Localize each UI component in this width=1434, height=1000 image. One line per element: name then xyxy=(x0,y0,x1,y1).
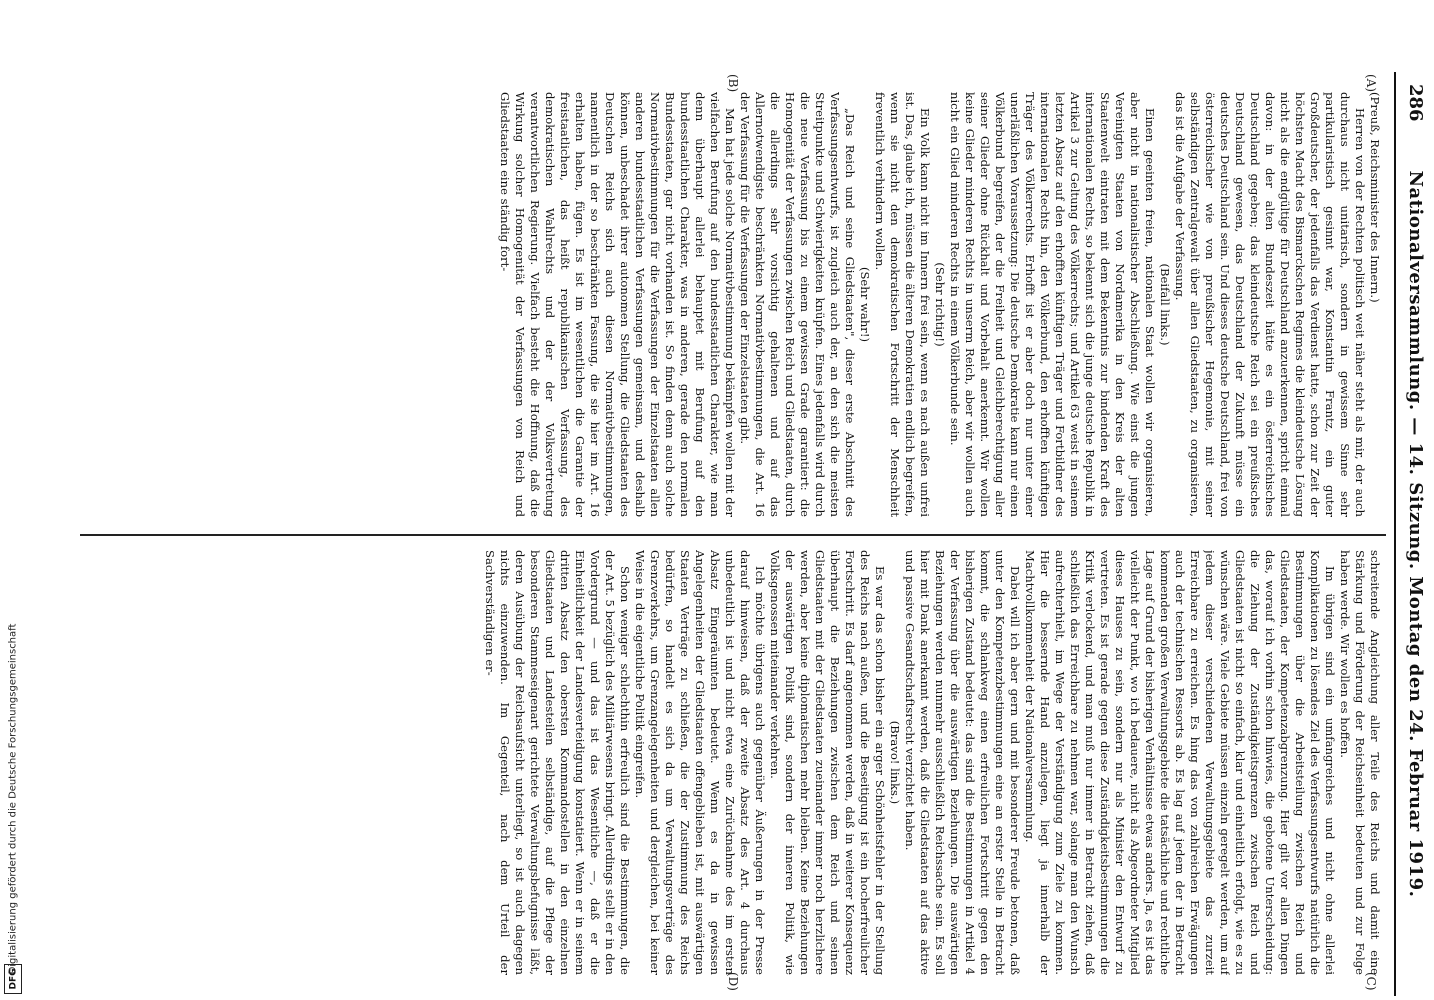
paragraph: Ein Volk kann nicht im Innern frei sein, wenn es nach außen unfrei ist. Das, glaube ich, müssen die älteren Demokratien endlich begreifen, wenn sie nicht den demokratischen Fortschritt der Menschheit freventlich verhindern wollen. xyxy=(873,92,932,517)
rotated-page xyxy=(70,72,1430,996)
remark: (Sehr richtig!) xyxy=(933,262,947,347)
paragraph: Schon weniger schlechthin erfreulich sind die Bestimmungen, die der Art. 5 bezüglich des Militärwesens bringt. Allerdings stellt er in den Vordergrund — und das ist das Wesentliche —, daß er die Einheitlichkeit der Landesverteidigung konstatiert. Wenn er in seinem dritten Absatz den obersten Kommandostellen in den einzelnen Gliedstaaten und Landesteilen selbständige, auf die Pflege der besonderen Stammeseigenart gerichtete Verwaltungsbefugnisse läßt, deren Ausübung der Reichsaufsicht unterliegt, so ist auch dagegen nichts einzuwenden. Im Gegenteil, nach dem Urteil der Sachverständigen er- xyxy=(483,550,632,975)
paragraph: Ich möchte übrigens auch gegenüber Äußerungen in der Presse darauf hinweisen, daß der zweite Absatz des Art. 4 durchaus unbedeutlich ist und nicht etwa eine Zurücknahme des im ersten Absatz Eingeräumten bedeutet. Wenn es da in gewissen Angelegenheiten der Gliedstaaten offengeblieben ist, mit auswärtigen Staaten Verträge zu schließen, die der Zustimmung des Reichs bedürfen, so handelt es sich da um Verwaltungsverträge des Grenzverkehrs, um Grenzangelegenheiten und dergleichen, bei keiner Weise in die eigentliche Politik eingreifen. xyxy=(633,550,767,975)
paragraph: Dabei will ich aber gern und mit besonderer Freude betonen, daß unter den Kompetenzbestimmungen eine an erster Stelle in Betracht kommt, die schlankweg einen erfreulichen Fortschritt gegen den bisherigen Zustand bedeutet: das sind die Bestimmungen in Artikel 4 der Verfassung über die auswärtigen Beziehungen. Die auswärtigen Beziehungen werden nunmehr ausschließlich Reichssache sein. Es soll hier mit Dank anerkannt werden, daß die Gliedstaaten auf das aktive und passive Gesandtschaftsrecht verzichtet haben. xyxy=(903,550,1022,975)
remark: (Beifall links.) xyxy=(1158,263,1172,346)
paragraph: Man hat jede solche Normativbestimmung bekämpfen wollen mit der vielfachen Berufung auf den bundesstaatlichen Charakter, wie man denn überhaupt allerlei behauptet mit Berufung auf den bundesstaatlichen Charakter, was in anderen, gerade den normalen Bundesstaaten, gar nicht vorhanden ist. So finden denn auch solche Normativbestimmungen für die Verfassungen der Einzelstaaten allen anderen bundesstaatlichen Verfassungen gemeinsam, und deshalb können, unbeschadet ihrer autonomen Stellung, die Gliedstaaten des Deutschen Reichs sich auch diesen Normativbestimmungen, namentlich in der so beschränkten Fassung, die sie hier im Art. 16 erhalten haben, fügen. Es ist im wesentlichen die Garantie der freistaatlichen, das heißt republikanischen Verfassung, des demokratischen Wahlrechts und der der Volksvertretung verantwortlichen Regierung. Vielfach besteht die Hoffnung, daß die Wirkung solcher Homogenität der Verfassungen von Reich und Gliedstaaten eine ständig fort- xyxy=(498,92,737,517)
header-title: Nationalversammlung. — 14. Sitzung. Montag den 24. Februar 1919. xyxy=(1405,170,1426,898)
margin-letter-d: (D) xyxy=(726,972,740,991)
page-number: 286 xyxy=(1405,84,1426,122)
left-column xyxy=(80,92,1382,517)
dfg-logo xyxy=(4,964,22,994)
paragraph: Herren von der Rechten politisch weit näher steht als mir, der auch durchaus nicht unitarisch, sondern in gewissem Sinne sehr partikularistisch gesinnt war, Konstantin Frantz, ein guter Großdeutscher, der jedenfalls das Verdienst hatte, schon zur Zeit der höchsten Macht des Bismarckschen Regimes die kleindeutsche Lösung nicht als die endgültige für Deutschland anzuerkennen, spricht einmal davon: in der alten Bundeszeit hätte es ein österreichisches Deutschland gegeben; das kleindeutsche Reich sei ein preußisches Deutschland gewesen, das Deutschland der Zukunft müsse ein deutsches Deutschland sein. Und dieses deutsche Deutschland, frei von österreichischer wie von preußischer Hegemonie, mit seiner selbständigen Zentralgewalt über allen Gliedstaaten, zu organisieren, das ist die Aufgabe der Verfassung. xyxy=(1173,92,1367,517)
dfg-logo-text: DFG xyxy=(8,968,19,990)
scanned-page-area xyxy=(70,72,1430,996)
digitization-credit xyxy=(6,604,20,994)
paragraph: Einen geeinten freien, nationalen Staat wollen wir organisieren, aber nicht in nationalistischer Abschließung. Wie einst die jungen Vereinigten Staaten von Nordamerika in den Kreis der alten Staatenwelt eintraten mit dem Bekenntnis zur bindenden Kraft des internationalen Rechts, so bekennt sich die junge deutsche Republik in Artikel 3 zur Geltung des Völkerrechts; und Artikel 63 weist in seinem letzten Absatz auf den erhofften künftigen Träger und Fortbildner des internationalen Rechts hin, den Völkerbund, den erhofften künftigen Träger des Völkerrechts. Erhofft ist er aber doch nur unter einer unerläßlichen Voraussetzung: Die deutsche Demokratie kann nur einen Völkerbund begreifen, der die Freiheit und Gleichberechtigung aller seiner Glieder ohne Rückhalt und Vorbehalt anerkennt. Wir wollen keine Glieder minderen Rechts in unserm Reich, aber wir wollen auch nicht ein Glied minderen Rechts in einem Völkerbunde sein. xyxy=(948,92,1157,517)
right-column xyxy=(80,550,1382,975)
paragraph: Im übrigen sind ein umfangreiches und nicht ohne allerlei Komplikationen zu lösendes Ziel des Verfassungsentwurfs natürlich die Bestimmungen über die Arbeitsteilung zwischen Reich und Gliedstaaten, der Kompetenzabgrenzung. Hier gilt vor allen Dingen das, worauf ich vorhin schon hinwies, die gebotene Unterscheidung: die Ziehung der Zuständigkeitsgrenzen zwischen Reich und Gliedstaaten ist nicht so einfach, klar und einheitlich erfolgt, wie es zu wünschen wäre. Viele Gebiete müssen einzeln geregelt werden, um auf jedem dieser verschiedenen Verwaltungsgebiete das zurzeit Erreichbare zu erreichen. Es hing das von zahlreichen Erwägungen auch der technischen Ressorts ab. Es lag auf jedem der in Betracht kommenden großen Verwaltungsgebiete die tatsächliche und rechtliche Lage auf Grund der bisherigen Verhältnisse etwas anders. Ja, es ist das vielleicht der Punkt, wo ich bedauere, nicht als Abgeordneter Mitglied dieses Hauses zu sein, sondern nur als Minister den Entwurf zu vertreten. Es ist gerade gegen diese Zuständigkeitsbestimmungen die Kritik verlockend, und man muß nur immer in Betracht ziehen, daß schließlich das Erreichbare zu nehmen war, solange man den Wunsch aufrechterhielt, im Wege der Verständigung zum Ziele zu kommen. Hier die bessernde Hand anzulegen, liegt ja innerhalb der Machtvollkommenheit der Nationalversammlung. xyxy=(1023,550,1337,975)
margin-letter-b: (B) xyxy=(726,74,740,93)
digitization-credit-text: Digitalisierung gefördert durch die Deutsche Forschungsgemeinschaft xyxy=(7,623,19,975)
remark: (Bravo! links.) xyxy=(888,720,902,805)
paragraph: „Das Reich und seine Gliedstaaten", dieser erste Abschnitt des Verfassungsentwurfs, ist zugleich auch der, an den sich die meisten Streitpunkte und Schwierigkeiten knüpfen. Eines jedenfalls wird durch die neue Verfassung bis zu einem gewissen Grade garantiert: die Homogenität der Verfassungen zwischen Reich und Gliedstaaten, durch die allerdings sehr vorsichtig gehaltenen und auf das Allernotwendigste beschränkten Normativbestimmungen, die Art. 16 der Verfassung für die Verfassungen der Einzelstaaten gibt. xyxy=(738,92,857,517)
speaker-line: (Preuß, Reichsminister des Innern.) xyxy=(1368,92,1382,303)
paragraph: Es war das schon bisher ein arger Schönheitsfehler in der Stellung des Reichs nach außen, und die Beseitigung ist ein hocherfreulicher Fortschritt. Es darf angenommen werden, daß in weiterer Konsequenz überhaupt die Beziehungen zwischen dem Reich und seinen Gliedstaaten mit der Gliedstaaten zueinander immer noch herzlichere werden, aber keine diplomatischen mehr bleiben. Keine Beziehungen der auswärtigen Politik sind, sondern der inneren Politik, wie Volksgenossen miteinander verkehren. xyxy=(768,550,887,975)
column-divider xyxy=(80,534,1386,536)
remark: (Sehr wahr!) xyxy=(858,266,872,343)
margin-letter-a: (A) xyxy=(1364,74,1378,93)
running-header xyxy=(1394,72,1430,996)
paragraph: schreitende Angleichung aller Teile des Reichs und damit eine Stärkung und Förderung der Reichseinheit bedeuten und zur Folge haben werde. Wir wollen es hoffen. xyxy=(1338,550,1382,975)
margin-letter-c: (C) xyxy=(1364,972,1378,991)
